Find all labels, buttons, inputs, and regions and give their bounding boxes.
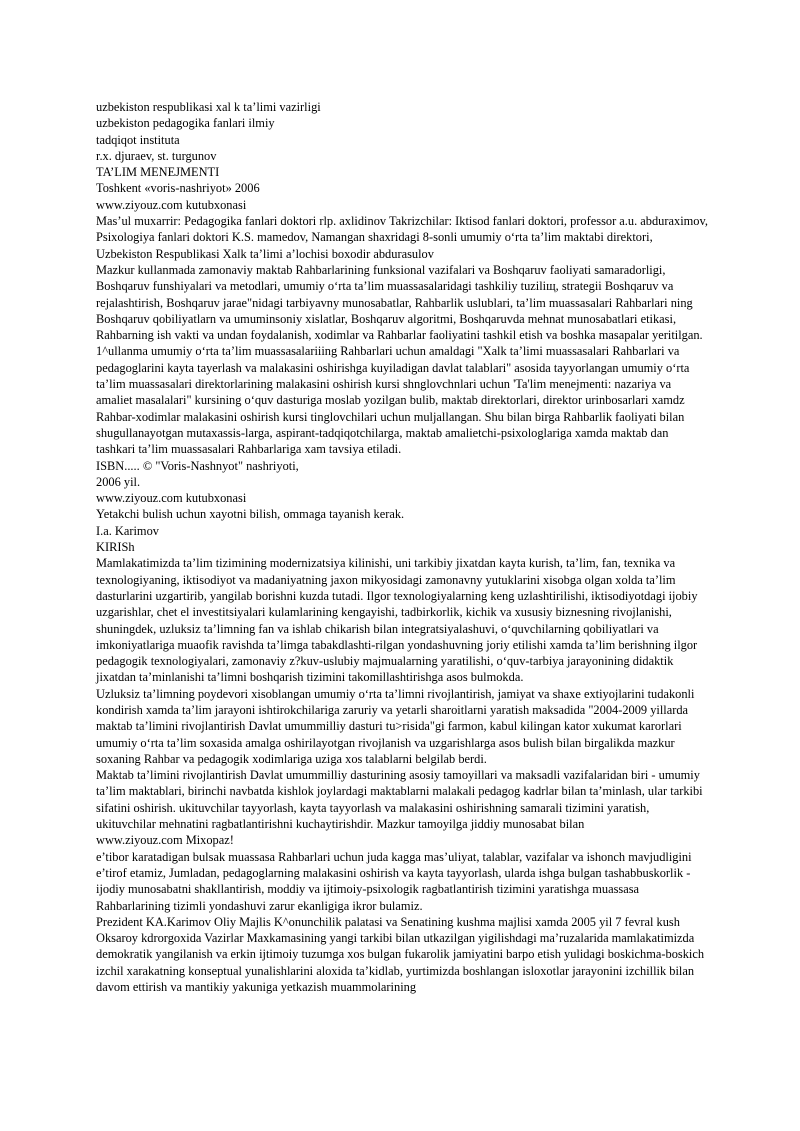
epigraph-quote: Yetakchi bulish uchun xayotni bilish, ommaga tayanish kerak. (96, 507, 405, 522)
purpose-paragraph: 1^ullanma umumiy o‘rta ta’lim muassasalariiing Rahbarlari uchun amaldagi "Xalk ta’limi muassasalari Rahbarlari va pedagoglarini kayta tayerlash va malakasini oshirishga kuyiladigan davlat talablari" asosida tayyorlangan umumiy o‘rta ta’lim muassasalari direktorlarining malakasini oshirish kursi shnglovchnlari uchun 'Ta'lim menejmenti: nazariya va amaliet masalalari" kursining o‘quv dasturiga moslab yozilgan bulib, maktab direktorlari, direktor urinbosarlari xamdz Rahbar-xodimlar malakasini oshirish kursi tinglovchilari uchun muljallangan. Shu bilan birga Rahbarlik faoliyati bilan shugullanayotgan mutaxassis-larga, aspirant-tadqiqotchilarga, maktab amalietchi-psixologlariga xamda maktab dan tashkari ta’lim muassasalari Rahbarlariga xam tavsiya etiladi. (96, 344, 690, 457)
authors-line: r.x. djuraev, st. turgunov (96, 148, 217, 163)
library-watermark-text: www.ziyouz.com kutubxonasi (96, 197, 247, 212)
year-line: 2006 yil. (96, 474, 141, 489)
library-watermark-text: www.ziyouz.com Mixopaz! (96, 833, 234, 848)
body-paragraph: Prezident KA.Karimov Oliy Majlis K^onunchilik palatasi va Senatining kushma majlisi xamda 2005 yil 7 fevral kush Oksaroy kdrorgoxida Vazirlar Maxkamasining yangi tarkibi bilan utkazilgan yigilishdagi ma’ruzalarida mamlakatimizda demokratik yangilanish va erkin ijtimoiy tuzumga xos bulgan fukarolik jamiyatini barpo etish yulidagi boskichma-boskich izchil xarakatning konseptual yunalishlarini aloxida ta’kidlab, yurtimizda boshlangan isloxotlar jarayonini izchillik bilan davom ettirish va mantikiy yakuniga yetkazish muammolarining (96, 914, 705, 995)
institute-line-1: uzbekiston pedagogika fanlari ilmiy (96, 116, 275, 131)
body-paragraph: e’tibor karatadigan bulsak muassasa Rahbarlari uchun juda kagga mas’uliyat, talablar, vazifalar va ishonch mavjudligini e’tirof etamiz, Jumladan, pedagoglarning malakasini oshirish va kayta tayyorlash, ularda ishga bulgan tashabbuskorlik - ijodiy munosabatni shakllantirish, moddiy va ijtimoiy-psixologik ragbatlantirish tizimini yaratishga muassasa Rahbarlarining tizimli yondashuvi zarur ekanligiga ikror bulamiz. (96, 849, 692, 913)
epigraph-author: I.a. Karimov (96, 523, 159, 538)
body-paragraph: Uzluksiz ta’limning poydevori xisoblangan umumiy o‘rta ta’limni rivojlantirish, jamiyat va shaxe extiyojlarini tudakonli kondirish xamda ta’lim jarayoni ishtirokchilariga zaruriy va yetarli sharoitlarni yaratish maksadida "2004-2009 yillarda maktab ta’limini rivojlantirish Davlat umummilliy dasturi tu>risida"gi farmon, kabul kilingan kator xukumat karorlari umumiy o‘rta ta’lim soxasida amalga oshirilayotgan rivojlanish va uzgarishlarga asos bulish bilan birgalikda mazkur soxaning Rahbar va pedagogik xodimlariga uziga xos talablarni belgilab berdi. (96, 686, 695, 766)
institute-line-2: tadqiqot instituta (96, 132, 180, 147)
ministry-line: uzbekiston respublikasi xal k ta’limi vazirligi (96, 100, 321, 114)
body-paragraph: Maktab ta’limini rivojlantirish Davlat umummilliy dasturining asosiy tamoyillari va maksadli vazifalaridan biri - umumiy ta’lim maktablari, birinchi navbatda kishlok joylardagi maktablarni malakali pedagog kadrlar bilan ta’minlash, ular tarkibi sifatini oshirish. ukituvchilar tayyorlash, kayta tayyorlash va malakasini oshirishning samarali tizimini yaratish, ukituvchilar mehnatini ragbatlantirishni kuchaytirishdir. Mazkur tamoyilga jiddiy munosabat bilan (96, 768, 703, 832)
body-paragraph: Mamlakatimizda ta’lim tizimining modernizatsiya kilinishi, uni tarkibiy jixatdan kayta kurish, ta’lim, fan, texnika va texnologiyaning, iktisodiyot va madaniyatning jaxon mikyosidagi zamonavny yutuklarini xisobga olgan xolda ta’lim dasturlarini uzgartirib, yangilab borishni kuzda tutadi. Ilgor texnologiyalarning keng uzlashtirilishi, iktisodiyotdagi ijobiy uzgarishlar, chet el investitsiyalari kulamlarining kengayishi, tadbirkorlik, kichik va xususiy biznesning rivojlanishi, shuningdek, uzluksiz ta’limning fan va ishlab chikarish bilan integratsiyalashuvi, o‘quvchilarning qobiliyatlari va imkoniyatlariga muaofik ravishda ta’limga tabakdlashti-rilgan yondashuvning joriy etilishi xamda ta’lim berishning ilgor pedagogik texnologiyalari, zamonaviy z?kuv-uslubiy majmualarning yaratilishi, o‘quv-tarbiya jarayonining didaktik jixatdan ta’minlanishi ta’limni boshqarish tizimini takomillashtirishga asos bulmokda. (96, 556, 698, 685)
summary-paragraph: Mazkur kullanmada zamonaviy maktab Rahbarlarining funksional vazifalari va Boshqaruv faoliyati samaradorligi, Boshqaruv funshiyalari va metodlari, umumiy o‘rta ta’lim muassasalaridagi tashkiliy tuziliщ, strategii Boshqaruv va rejalashtirish, Boshqaruv jarae"nidagi tarbiyavny munosabatlar, Rahbarlik uslublari, ta’lim muassasalari Rahbarlari ning Boshqaruv qobiliyatlarn va umuminsoniy xislatlar, Boshqaruv algoritmi, Boshqaruvda mehnat munosabatlari etikasi, Rahbarning ish vakti va undan foydalanish, xodimlar va Rahbarlar faoliyatini tashkil etish va boshka masapalar yeritilgan. (96, 262, 703, 343)
section-heading: KIRISh (96, 540, 135, 555)
book-title: TA’LIM MENEJMENTI (96, 165, 220, 180)
isbn-line: ISBN..... © "Voris-Nashnyot" nashriyoti, (96, 458, 299, 473)
editors-paragraph: Mas’ul muxarrir: Pedagogika fanlari doktori rlp. axlidinov Takrizchilar: Iktisod fanlari doktori, professor a.u. abduraximov, Psixologiya fanlari doktori K.S. mamedov, Namangan shaxridagi 8-sonli umumiy o‘rta ta’lim maktabi direktori, Uzbekiston Respublikasi Xalk ta’limi a’lochisi boxodir abdurasulov (96, 214, 708, 261)
library-watermark-text: www.ziyouz.com kutubxonasi (96, 491, 247, 506)
publisher-line: Toshkent «voris-nashriyot» 2006 (96, 181, 260, 196)
document-page (96, 99, 708, 995)
